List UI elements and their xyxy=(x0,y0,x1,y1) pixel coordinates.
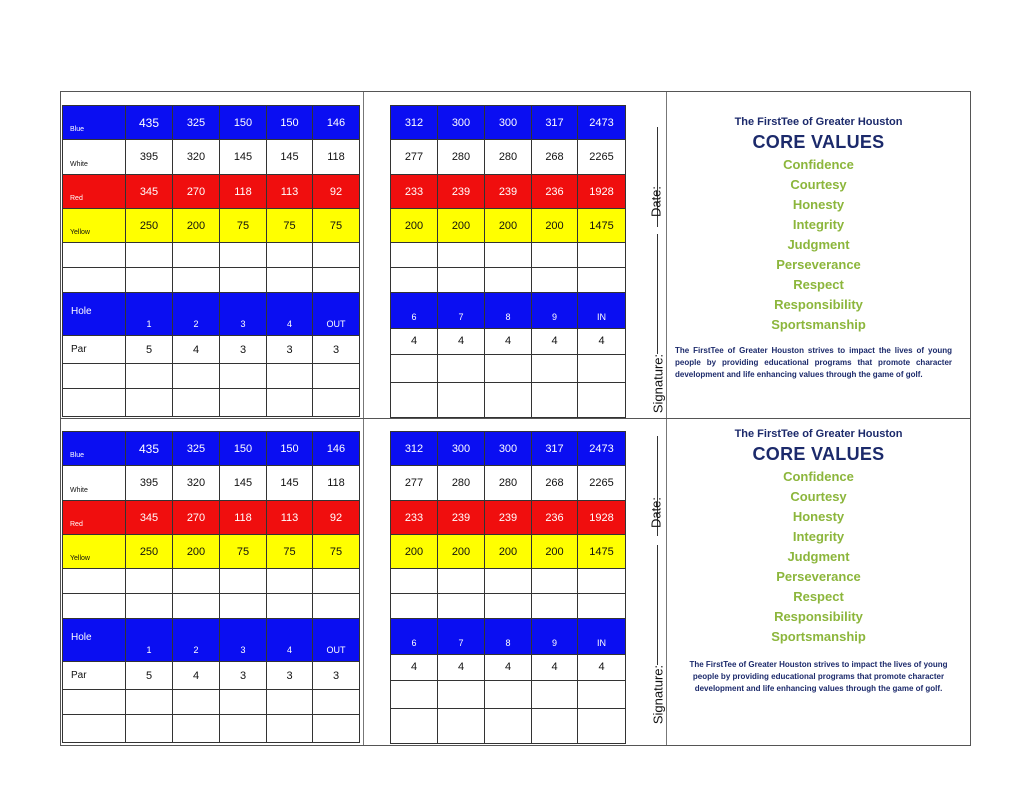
par-cell: 4 xyxy=(391,655,438,681)
yardage-cell: 300 xyxy=(485,106,532,140)
yardage-cell: 250 xyxy=(126,209,173,243)
value-item: Judgment xyxy=(787,549,850,564)
hole-row xyxy=(63,619,360,662)
hole-row xyxy=(391,293,626,329)
date-label: Date: xyxy=(648,496,664,529)
tee-row-yellow xyxy=(391,209,626,243)
par-cell: 3 xyxy=(313,336,360,364)
yardage-cell: 317 xyxy=(532,106,578,140)
hole-number: 2 xyxy=(173,619,220,662)
yardage-cell: 325 xyxy=(173,106,220,140)
yardage-cell: 200 xyxy=(391,535,438,569)
yardage-cell: 118 xyxy=(220,175,267,209)
yardage-cell: 270 xyxy=(173,175,220,209)
signature-line[interactable] xyxy=(657,545,658,665)
yardage-cell: 395 xyxy=(126,140,173,175)
yardage-cell: 200 xyxy=(391,209,438,243)
hole-number: 8 xyxy=(485,619,532,655)
yardage-cell: 435 xyxy=(126,106,173,140)
core-values-heading: CORE VALUES xyxy=(752,444,885,464)
value-item: Perseverance xyxy=(776,257,861,272)
yardage-cell: 236 xyxy=(532,175,578,209)
core-values-heading: CORE VALUES xyxy=(752,132,885,152)
blank-row xyxy=(391,569,626,594)
yardage-cell: 300 xyxy=(438,106,485,140)
hole-number: 3 xyxy=(220,619,267,662)
score-row[interactable] xyxy=(63,389,360,417)
yardage-cell: 268 xyxy=(532,466,578,501)
value-item: Integrity xyxy=(792,529,845,544)
par-cell: 5 xyxy=(126,336,173,364)
tee-row-white xyxy=(63,466,360,501)
value-item: Respect xyxy=(793,589,844,604)
tee-row-blue xyxy=(63,432,360,466)
hole-number: 6 xyxy=(391,619,438,655)
hole-number: 3 xyxy=(220,293,267,336)
value-item: Honesty xyxy=(792,509,845,524)
blank-row xyxy=(63,268,360,293)
yardage-cell: 239 xyxy=(485,175,532,209)
signature-line[interactable] xyxy=(657,234,658,354)
par-cell: 3 xyxy=(267,662,313,690)
par-label: Par xyxy=(63,662,126,690)
par-label: Par xyxy=(63,336,126,364)
tee-row-red xyxy=(63,501,360,535)
yardage-cell: 317 xyxy=(532,432,578,466)
yardage-cell: 239 xyxy=(438,501,485,535)
yardage-cell: 345 xyxy=(126,175,173,209)
value-item: Sportsmanship xyxy=(771,629,866,644)
yardage-cell: 200 xyxy=(438,209,485,243)
par-cell: 4 xyxy=(532,655,578,681)
yardage-cell: 145 xyxy=(220,140,267,175)
yardage-cell: 1928 xyxy=(578,175,626,209)
value-item: Honesty xyxy=(792,197,845,212)
par-cell: 4 xyxy=(438,329,485,355)
scorecard-top xyxy=(60,91,971,419)
par-cell: 4 xyxy=(173,662,220,690)
par-cell: 5 xyxy=(126,662,173,690)
core-values-panel xyxy=(667,116,970,381)
par-cell: 4 xyxy=(485,655,532,681)
hole-row xyxy=(63,293,360,336)
yardage-cell: 1928 xyxy=(578,501,626,535)
hole-label: Hole xyxy=(63,619,126,662)
tee-row-yellow xyxy=(63,209,360,243)
hole-number: 4 xyxy=(267,619,313,662)
tee-label: White xyxy=(63,466,126,501)
value-item: Perseverance xyxy=(776,569,861,584)
value-item: Confidence xyxy=(783,157,854,172)
hole-number: 7 xyxy=(438,619,485,655)
yardage-cell: 325 xyxy=(173,432,220,466)
yardage-cell: 250 xyxy=(126,535,173,569)
tee-row-white xyxy=(391,140,626,175)
value-item: Responsibility xyxy=(774,609,863,624)
yardage-cell: 200 xyxy=(438,535,485,569)
tee-label: Red xyxy=(63,175,126,209)
par-cell: 3 xyxy=(313,662,360,690)
hole-number: 2 xyxy=(173,293,220,336)
par-cell: 4 xyxy=(173,336,220,364)
divider xyxy=(363,92,364,419)
value-item: Courtesy xyxy=(790,177,847,192)
yardage-cell: 280 xyxy=(485,466,532,501)
yardage-cell: 239 xyxy=(438,175,485,209)
yardage-cell: 280 xyxy=(438,140,485,175)
par-cell: 4 xyxy=(391,329,438,355)
score-row[interactable] xyxy=(63,690,360,715)
par-cell: 4 xyxy=(485,329,532,355)
yardage-cell: 233 xyxy=(391,175,438,209)
hole-number: 8 xyxy=(485,293,532,329)
value-item: Judgment xyxy=(787,237,850,252)
divider xyxy=(363,419,364,745)
yardage-cell: 118 xyxy=(313,140,360,175)
yardage-cell: 200 xyxy=(485,535,532,569)
yardage-cell: 280 xyxy=(485,140,532,175)
yardage-cell: 145 xyxy=(220,466,267,501)
hole-number: 9 xyxy=(532,293,578,329)
yardage-cell: 239 xyxy=(485,501,532,535)
date-label: Date: xyxy=(648,185,664,218)
score-row[interactable] xyxy=(391,355,626,383)
org-name: The FirstTee of Greater Houston xyxy=(734,428,903,440)
score-row[interactable] xyxy=(391,709,626,744)
mission-statement: The FirstTee of Greater Houston strives to impact the lives of young people by providing educational programs that promote character development and life enhancing values through the game of golf. xyxy=(689,660,948,693)
hole-label: Hole xyxy=(63,293,126,336)
yardage-cell: 233 xyxy=(391,501,438,535)
yardage-cell: 280 xyxy=(438,466,485,501)
yardage-cell: 92 xyxy=(313,175,360,209)
hole-number: IN xyxy=(578,619,626,655)
yardage-cell: 200 xyxy=(173,535,220,569)
par-cell: 3 xyxy=(267,336,313,364)
yardage-cell: 118 xyxy=(220,501,267,535)
par-row xyxy=(63,336,360,364)
yardage-cell: 320 xyxy=(173,140,220,175)
tee-row-blue xyxy=(63,106,360,140)
hole-number: 1 xyxy=(126,619,173,662)
yardage-cell: 2473 xyxy=(578,106,626,140)
value-item: Courtesy xyxy=(790,489,847,504)
blank-row xyxy=(391,243,626,268)
value-item: Integrity xyxy=(792,217,845,232)
hole-number: 4 xyxy=(267,293,313,336)
yardage-cell: 300 xyxy=(485,432,532,466)
score-row[interactable] xyxy=(63,364,360,389)
mission-statement: The FirstTee of Greater Houston strives to impact the lives of young people by providing educational programs that promote character development and life enhancing values through the game of golf. xyxy=(675,346,952,379)
hole-number: 1 xyxy=(126,293,173,336)
yardage-cell: 2265 xyxy=(578,466,626,501)
signature-label: Signature: xyxy=(650,353,666,414)
yardage-cell: 118 xyxy=(313,466,360,501)
back-nine-table xyxy=(390,105,626,418)
yardage-cell: 1475 xyxy=(578,535,626,569)
yardage-cell: 345 xyxy=(126,501,173,535)
value-item: Responsibility xyxy=(774,297,863,312)
tee-label: Blue xyxy=(63,432,126,466)
value-item: Respect xyxy=(793,277,844,292)
hole-number: IN xyxy=(578,293,626,329)
blank-row xyxy=(63,243,360,268)
yardage-cell: 200 xyxy=(532,209,578,243)
tee-label: White xyxy=(63,140,126,175)
yardage-cell: 145 xyxy=(267,140,313,175)
yardage-cell: 113 xyxy=(267,501,313,535)
score-row[interactable] xyxy=(391,681,626,709)
par-cell: 4 xyxy=(578,655,626,681)
par-cell: 4 xyxy=(532,329,578,355)
tee-row-white xyxy=(63,140,360,175)
tee-row-red xyxy=(63,175,360,209)
tee-label: Blue xyxy=(63,106,126,140)
yardage-cell: 435 xyxy=(126,432,173,466)
values-list xyxy=(667,467,970,647)
org-name: The FirstTee of Greater Houston xyxy=(734,116,903,128)
yardage-cell: 113 xyxy=(267,175,313,209)
score-row[interactable] xyxy=(391,383,626,418)
yardage-cell: 145 xyxy=(267,466,313,501)
yardage-cell: 300 xyxy=(438,432,485,466)
yardage-cell: 320 xyxy=(173,466,220,501)
tee-label: Yellow xyxy=(63,535,126,569)
tee-row-red xyxy=(391,175,626,209)
par-cell: 3 xyxy=(220,336,267,364)
yardage-cell: 1475 xyxy=(578,209,626,243)
par-row xyxy=(391,329,626,355)
blank-row xyxy=(63,594,360,619)
yardage-cell: 150 xyxy=(220,432,267,466)
hole-number: 6 xyxy=(391,293,438,329)
score-row[interactable] xyxy=(63,715,360,743)
tee-label: Yellow xyxy=(63,209,126,243)
yardage-cell: 75 xyxy=(267,535,313,569)
tee-row-blue xyxy=(391,106,626,140)
front-nine-table xyxy=(62,431,360,743)
signature-label: Signature: xyxy=(650,664,666,725)
par-cell: 3 xyxy=(220,662,267,690)
yardage-cell: 312 xyxy=(391,106,438,140)
yardage-cell: 75 xyxy=(220,209,267,243)
yardage-cell: 268 xyxy=(532,140,578,175)
yardage-cell: 2265 xyxy=(578,140,626,175)
yardage-cell: 270 xyxy=(173,501,220,535)
tee-row-red xyxy=(391,501,626,535)
yardage-cell: 312 xyxy=(391,432,438,466)
par-cell: 4 xyxy=(438,655,485,681)
yardage-cell: 75 xyxy=(267,209,313,243)
hole-row xyxy=(391,619,626,655)
yardage-cell: 75 xyxy=(313,535,360,569)
values-list xyxy=(667,155,970,335)
hole-number: 7 xyxy=(438,293,485,329)
yardage-cell: 150 xyxy=(267,432,313,466)
yardage-cell: 395 xyxy=(126,466,173,501)
yardage-cell: 75 xyxy=(313,209,360,243)
yardage-cell: 277 xyxy=(391,140,438,175)
par-row xyxy=(63,662,360,690)
back-nine-table xyxy=(390,431,626,744)
yardage-cell: 75 xyxy=(220,535,267,569)
par-cell: 4 xyxy=(578,329,626,355)
yardage-cell: 200 xyxy=(485,209,532,243)
tee-row-yellow xyxy=(391,535,626,569)
yardage-cell: 2473 xyxy=(578,432,626,466)
par-row xyxy=(391,655,626,681)
value-item: Sportsmanship xyxy=(771,317,866,332)
yardage-cell: 277 xyxy=(391,466,438,501)
hole-number: OUT xyxy=(313,293,360,336)
yardage-cell: 200 xyxy=(173,209,220,243)
tee-label: Red xyxy=(63,501,126,535)
blank-row xyxy=(391,268,626,293)
tee-row-white xyxy=(391,466,626,501)
blank-row xyxy=(63,569,360,594)
yardage-cell: 236 xyxy=(532,501,578,535)
value-item: Confidence xyxy=(783,469,854,484)
yardage-cell: 146 xyxy=(313,106,360,140)
yardage-cell: 150 xyxy=(220,106,267,140)
blank-row xyxy=(391,594,626,619)
yardage-cell: 150 xyxy=(267,106,313,140)
yardage-cell: 146 xyxy=(313,432,360,466)
hole-number: 9 xyxy=(532,619,578,655)
yardage-cell: 92 xyxy=(313,501,360,535)
core-values-panel xyxy=(667,428,970,695)
yardage-cell: 200 xyxy=(532,535,578,569)
tee-row-blue xyxy=(391,432,626,466)
hole-number: OUT xyxy=(313,619,360,662)
tee-row-yellow xyxy=(63,535,360,569)
front-nine-table xyxy=(62,105,360,417)
scorecard-bottom xyxy=(60,418,971,746)
